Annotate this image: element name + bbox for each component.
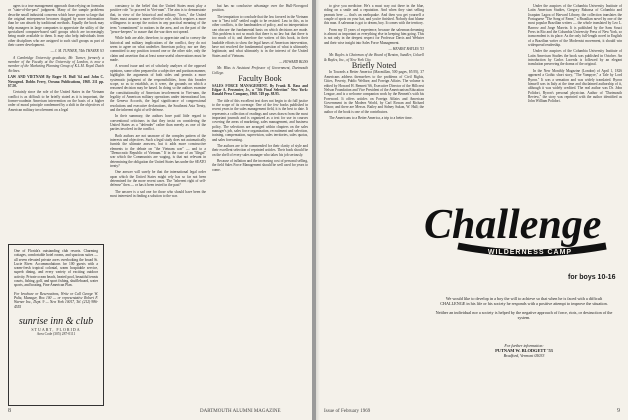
body-paragraph: From my 15 years of experience, because the salesman dreaming is almost as important as everything else in keeping him going. This is not only in the deepest respect for Professor Davis and Webster and their wise insight into Sales Force Management. — [324, 27, 424, 45]
section-heading: Briefly Noted — [351, 61, 397, 71]
body-paragraph: The answer is a sad one for those who should have been the most interested in finding a solution to the war. — [110, 189, 206, 199]
page-number-right: 9 — [617, 408, 620, 414]
body-paragraph: The authors are to be commended for their clarity of style and their excellent selection of reprinted articles. Their book should be on the shelf of every sales manager who takes his job seriously. — [212, 143, 308, 157]
body-paragraph: A second issue and set of scholarly analyses of the opposed opinions, some often prepared in a subjective and partisan manner, highlights the arguments of both sides and permits a more systematic judgment of the responsibilities, from this broader scope, so as to establish, as it were, the grounds on which a reasoned decision may be based. In doing so the authors examine the constitutionality of American involvement in Viet-nam, the legality of American military operations under international law, the Geneva Accords, the legal significance of congressional resolutions and executive declarations, the Southeast Asia Treaty, and the inherent right of self-defense. — [110, 64, 206, 112]
body-paragraph: agers to a true management approach than relying on formulas or "state-of-the-past" judgment. Many of the sample problems describe small industrial concerns which have grown so large that the original entrepreneur becomes dogged by more information than he can absorb by traditional methods. Equally the book may help managers in large companies to appreciate the utility of the specialized computer-based staff groups which are increasingly being made available to them. It may also help individuals from other disciplines who are assigned to such staff groups as part of their career development. — [8, 4, 104, 48]
body-paragraph: Both authors are not unaware of the complex pattern of the interests and objectives. Such a legal study does not automatically furnish the ultimate answers, but it adds more constructive elements to the debate on "the Vietnam war" — and to a "Democratic Republic of Vietnam." If in the case of an "illegal" war which the Communists are waging, is that not relevant in determining the obligation the United States has under the SEATO treaty? — [110, 133, 206, 169]
left-column-1 — [8, 4, 104, 194]
sunrise-inn-logo: sunrise inn & club — [18, 315, 94, 327]
body-paragraph: In the New Monthly Magazine (London) of April 1, 1826 appeared a Gothic short story, "The Vampyre," a Tale by Lord Byron." It was a sensation and was widely translated. Byron himself was in Italy at the time and disclaimed authorship of it, although it was widely credited. The real author was Dr. John Polidori, Byron's personal physician. Author of "Dartmouth Review," the story was reprinted with the author identified as John William Polidori. — [528, 68, 622, 104]
body-paragraph: The Americans to a Better America, a trip to a better time. — [329, 115, 413, 120]
body-paragraph: Under the auspices of the Columbia University Institute of Latin American Studies the book was published in October. An introduction by Carlos Lacerda is followed by an elegant translation preserving the drama of the original. — [528, 49, 622, 67]
section-heading: Faculty Book — [238, 74, 282, 84]
wilderness-camp-label: WILDERNESS CAMP — [487, 249, 573, 256]
challenge-wordmark: Challenge — [424, 202, 602, 248]
book-citation: SALES FORCE MANAGEMENT. By Frank R. Bass and Edgar A. Pessemier, Jr., a "5th Final Selection" New York: Ronald Press Company, 1968. 749 pp. $8.95. — [212, 83, 308, 97]
body-paragraph: In their summary, the authors have paid little regard to conventional criticisms in that they insist on considering the United States as a "defender" rather than merely as one of the parties involved in the conflict. — [110, 114, 206, 132]
right-column-1 — [324, 4, 424, 400]
body-paragraph: constancy to the belief that the United States must play a positive role "to proceed in Viet-nam". The aim is to demonstrate that, in view of the historical and military "facts," the United States must assume a more effective role, which requires a more willingness to accept the notion in any practical meaning of the term "commitment" to nations in the area, and on the part of the "peace-keepers" to assure that the war does not spread. — [110, 4, 206, 35]
page-number-left: 8 — [8, 408, 11, 414]
contact-label: For further information: — [504, 343, 544, 348]
ad-phone: Area Code (305) 287-0111 — [36, 331, 76, 336]
right-column-4 — [528, 4, 622, 190]
camp-description — [434, 296, 614, 324]
magazine-title-footer: DARTMOUTH ALUMNI MAGAZINE — [200, 409, 281, 414]
issue-date-footer: Issue of February 1969 — [324, 409, 371, 414]
reviewer-signature: — HOWARD BLISS — [279, 60, 308, 65]
book-citation: LAW AND VIETNAM By Roger H. Hull '64 and John C. Novogrod. Dobbs Ferry, Oceana Publications, 1968. 211 pp. $7.50. — [8, 75, 104, 88]
body-paragraph: While both are able, therefore, to appreciate and to convey the historical and military implications of the conflict, they do not seem to agree on what underlies American policy, nor are they committed to any position toward one or the other side, only the claim and assertion that at least some useful observations must be made. — [110, 36, 206, 63]
reviewer-bio: Mr. Bliss is Assistant Professor of Government, Dartmouth College. — [212, 66, 308, 75]
body-paragraph: The temptation to conclude that the law favored in the Vietnam war is "best told" settled ought to be resisted. Law in this, as in other conflicts, is the handmaiden of policy, and no interpretation can obscure the fundamental basis on which decisions are made. This problem is not so much that there is no law but that there is too much of it; and therefore the writers of this book, in their laudable efforts to show the legal bases of American intervention, have not resolved the fundamental question of what is ultimately legitimate, and what ultimately is in the interest of the United States and of Vietnam. — [212, 14, 308, 58]
page-shadow — [316, 0, 320, 420]
left-page — [0, 0, 312, 420]
body-paragraph: The title of this excellent text does not begin to do full justice to the scope of its coverage. One of the few books published in recent years in the sales management field, it is the best to date. It represents a collection of readings and cases drawn from the most important journals and is organized as a text for use in courses covering the areas of marketing, sales management, and business policy. The selections are arranged within chapters on the sales manager's job, sales force organization, recruitment and selection, training, compensation, supervision, sales territories, sales quotas, and sales forecasting. — [212, 98, 308, 142]
camp-paragraph-1: We would like to develop in a boy the will to achieve so that when he is faced with a difficult CHALLENGE in his life or his society he responds with a positive attempt to improve the situation. — [440, 296, 608, 307]
reviewer-signature: — HEARST BAYLES '53 — [388, 47, 424, 52]
reviewer-bio: Mr. Bayles is Chairman of the Board of Benton, Sandler, Colwell & Bayles, Inc., of New York City. — [324, 53, 424, 62]
contact-name: PUTNAM W. BLODGETT '53 — [495, 347, 553, 353]
body-paragraph: Because of inflation and the increasing cost of personal selling, the field Sales Force Management should be well used for years to come. — [212, 159, 308, 172]
left-column-3 — [212, 4, 308, 400]
body-paragraph: to give you medicine. He's a must way out there in the blue, riding on a smile and a reputation. And when they start selling peanuts here — that's an earthquake. And then you get yourself a couple of spots on your hat, and you're finished. Nobody dast blame this man. A salesman is got to dream, boy. It comes with the territory. — [324, 4, 424, 26]
challenge-camp-logo — [418, 196, 626, 262]
left-column-2 — [110, 4, 206, 400]
ad-contact: For brochure or Reservations, Write or Call George W. Pultz, Manager, Box 100 — or representative Robert F. Warner Inc., Dept. 9 — New York 10017, Tel. (212) 986-4555 — [14, 291, 98, 309]
body-paragraph: Under the auspices of the Columbia University Institute of Latin American Studies, Gregory Rabassa of Columbia and Joaquim Lagoa of Harvard Library, the collection translates the Portuguese "The Song of Fame," a Brazilian novel by one of the most popular Brazilian writers — the whole translated by Leo L. Barrow and Jorge Marvin. It is published by the Sans Souci Press in Rio and the Columbia University Press of New York, so transcendent is its place. As the only full-length novel in English of a Brazilian writer of the Modernist movement, it should win widespread readership. — [528, 4, 622, 48]
sunrise-inn-ad[interactable] — [8, 244, 104, 406]
reviewer-bio: A Cambridge University graduate, Mr. Turner, formerly a member of the Faculty at the University of London, is now a member of the Marketing Planning Group of K.L.M. Royal Dutch Airlines. — [8, 55, 104, 73]
ad-description: One of Florida's outstanding club resorts. Charming cottages, comfortable hotel rooms, and spacious suites — all seven elevated private acres overlooking the broad St. Lucie River. Accommodations for 100 guests with a warm-fresh tropical colonial, warm hospitable service, superb dining, and every variety of exciting outdoor activity. Private ocean beach, heated pool, beautiful tennis courts, fishing, golf, and sport fishing, shuffleboard, water sports, and boating. Fine American Plan. — [14, 249, 98, 288]
reviewer-signature: — J. M. TUNNER, 74th THAYER '63 — [50, 49, 104, 54]
body-paragraph: Certainly since the role of the United States in the Vietnam conflict is as difficult to be briefly stated as it is important, the former-coadmin American intervention on the basis of a higher order of moral principle condemned by a shift in the objectives of American military involvement on a legal — [8, 90, 104, 112]
ad-location: STUART, FLORIDA — [31, 326, 81, 332]
right-page — [316, 0, 628, 420]
camp-contact[interactable] — [434, 344, 614, 358]
camp-age-line: for boys 10-16 — [568, 274, 616, 281]
camp-paragraph-2: Neither an individual nor a society is helped by the negative approach of force, riots, or destruction of the system. — [435, 309, 613, 321]
body-paragraph: One answer will surely be that the international legal order upon which the United States might rely has so far not been determined for the more recent cases. The "inherent right of self-defense" then — or has it been tested in the past? — [110, 170, 206, 188]
contact-address: Bradford, Vermont 05033 — [503, 352, 545, 358]
body-paragraph: but has no conclusive advantage over the Hull-Novogrod position. — [212, 4, 308, 13]
body-paragraph: In Towards a Better America (Macmillan, 500 pages, $5.95), 37 Americans address themselves to the problems of Civil Rights, Cities, Poverty, Public Welfare, and Foreign Affairs. The volume is edited by Howard H. Bennett '66, Executive Director of the Hillcrest Nelson Foundation and Vice President of the Americanism Education League, and is a welcome companion work by the Bennett's with his Foreword. It offers articles on Foreign Affairs and American Government in the Modern World, by Carl Rowan and Richard Nixon; and there are Messrs. Bailey and Sidney Sukon, W. Hall; the author of the book is one of the contributors. — [324, 70, 424, 114]
